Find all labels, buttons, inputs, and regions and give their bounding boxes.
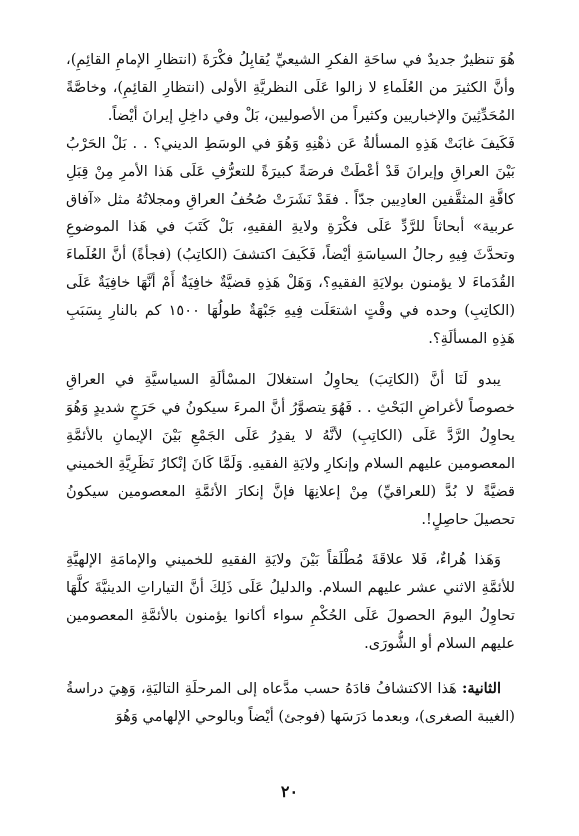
paragraph-5 — [66, 675, 515, 731]
paragraph-spacer — [66, 658, 515, 675]
paragraph-spacer — [66, 353, 515, 366]
paragraph-5-text: هَذا الاكتشافُ قادَهُ حسب مدَّعاه إلى المرحلَةِ التاليَةِ، وَهِيَ دراسةُ (الغيبة الصغرى)، وبعدما دَرَسَها (فوجئ) أيْضاً وبالوحي الإلهامي وَهُوَ — [66, 680, 515, 725]
paragraph-lead-label: الثانية: — [461, 680, 501, 698]
paragraph-1: هُوَ تنظيرٌ جديدٌ في ساحَةِ الفكرِ الشيعيِّ يُقابِلُ فكْرَةَ (انتظارِ الإمامِ القائِمِ)، وأنَّ الكثيرَ من العُلَماءِ لا زالوا عَلَى النظريَّةِ الأولى (انتظارِ القائِمِ)، وخاصَّةً المُحَدِّثِينَ والإخباريين وكثيراً من الأصوليين، بَلْ وفي داخِلِ إيرانَ أيْضاً. — [66, 51, 515, 124]
page-body — [66, 46, 515, 731]
page-number: ٢٠ — [280, 782, 299, 801]
paragraph-spacer — [66, 533, 515, 546]
paragraph-4: وَهَذا هُراءٌ، فَلا علاقَةَ مُطْلَقاً بَيْنَ ولايَةِ الفقيهِ للخميني والإمامَةِ الإلهيَّةِ للأئمَّةِ الاثني عشر عليهم السلام. والدليلُ عَلَى ذَلِكَ أنَّ التياراتِ الدينيَّةَ كلَّهَا تحاوِلُ اليومَ الحصولَ عَلَى الحُكْمِ سواء أكانوا يؤمنون بالأئمَّةِ المعصومين عليهم السلام أو الشُّورَى. — [66, 551, 515, 653]
paragraph-2: فَكَيفَ غابَتْ هَذِهِ المسألةُ عَن ذهْنِهِ وَهُوَ في الوسَطِ الديني؟ . . بَلْ الحَرْبُ بَيْنَ العراقِ وإيرانَ قَدْ أعْطَتْ فرصَةً كبيرَةً للتعرُّفِ عَلَى هَذا الأمرِ مِنْ قِبَلِ كافَّةِ المثقَّفين العادِيين جدّاً . فقَدْ نَشَرَتْ صُحُفُ العراقِ ومجلاتُهُ مثل «آفاق عربية» أبحاثاً للرَّدِّ عَلَى فكْرَةِ ولايةِ الفقيهِ، بَلْ كَتَبَ في هَذا الموضوعِ وتحدَّثَ فِيهِ رجالُ السياسَةِ أيْضاً، فَكَيفَ اكتشفَ (الكاتِبُ) (فجأةً) أنَّ العُلَماءَ القُدَماءَ لا يؤمنون بولايَةِ الفقيهِ؟، وَهَلْ هَذِهِ قضيَّةٌ خافِيَةٌ أَمْ أنَّهَا خافِيَةٌ عَلَى (الكاتِبِ) وحده في وقْتٍ اشتعَلَت فِيهِ جَبْهَةٌ طولُهَا ١٥٠٠ كم بالنارِ بِسَبَبِ هَذِهِ المسألَةِ؟. — [66, 134, 516, 348]
paragraph-3: يبدو لَنَا أنَّ (الكاتِبَ) يحاوِلُ استغلالَ المسْألَةِ السياسيَّةِ في العراقِ خصوصاً لأغراضِ البَحْثِ . . فَهُوَ يتصوَّرُ أنَّ المرءَ سيكونُ في حَرَجٍ شديدٍ وَهُوَ يحاوِلُ الرَّدَّ عَلَى (الكاتِبِ) لأنَّهُ لا يقدِرُ عَلَى الجَمْعِ بَيْنَ الإيمانِ بالأئمَّةِ المعصومين عليهم السلام وإنكارِ ولايَةِ الفقيهِ. وَلَمَّا كَانَ إنْكارُ نَظَرِيَّةِ الخميني قضيَّةً لا بُدَّ (للعراقيِّ) مِنْ إعلانِهَا فإنَّ إنكارَ الأئمَّةِ المعصومين سيكونُ تحصيلَ حاصِلٍ!. — [66, 370, 515, 528]
